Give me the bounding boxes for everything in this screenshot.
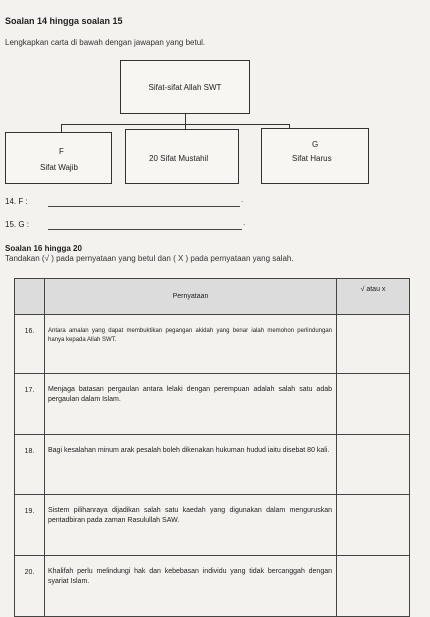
chart-box-letter-f: F [59,147,64,156]
chart-box-letter-g: G [312,140,319,149]
question-15-end: . [243,218,246,227]
true-false-table [14,278,410,617]
chart-root-box [120,60,250,114]
header-number [15,279,45,315]
chart-box-label-wajib: Sifat Wajib [40,163,78,172]
table-row [15,435,410,495]
row-number: 17. [15,374,45,435]
question-15-answer-line[interactable] [48,229,242,230]
chart-root-label: Sifat-sifat Allah SWT [148,82,222,92]
row-statement: Khalifah perlu melindungi hak dan kebebasan individu yang tidak bercanggah dengan syariat Islam. [45,556,337,617]
section-heading-14-15: Soalan 14 hingga soalan 15 [5,16,123,26]
chart-connector-left [61,124,62,132]
table-row [15,495,410,556]
section-instruction-16-20: Tandakan (√ ) pada pernyataan yang betul dan ( X ) pada pernyataan yang salah. [5,254,294,263]
question-14-end: . [241,195,244,204]
chart-box-label-mustahil: 20 Sifat Mustahil [149,154,209,163]
question-15-label: 15. G : [5,220,30,229]
chart-box-label-harus: Sifat Harus [292,154,332,163]
row-number: 18. [15,435,45,495]
row-number: 19. [15,495,45,556]
row-statement: Bagi kesalahan minum arak pesalah boleh dikenakan hukuman hudud iaitu disebat 80 kali. [45,435,337,495]
answer-cell-19[interactable] [337,495,410,556]
table-row [15,374,410,435]
row-number: 20. [15,556,45,617]
question-14-label: 14. F : [5,197,28,206]
section-heading-16-20: Soalan 16 hingga 20 [5,244,82,253]
answer-cell-20[interactable] [337,556,410,617]
header-pernyataan: Pernyataan [45,279,337,315]
table-header-row [15,279,410,315]
table-row [15,315,410,374]
chart-connector-horizontal [61,124,290,125]
chart-box-sifat-wajib [5,132,112,184]
row-number: 16. [15,315,45,374]
answer-cell-17[interactable] [337,374,410,435]
answer-cell-18[interactable] [337,435,410,495]
table-row [15,556,410,617]
section-instruction-14-15: Lengkapkan carta di bawah dengan jawapan yang betul. [5,38,206,47]
row-statement: Sistem pilihanraya dijadikan salah satu kaedah yang digunakan dalam menguruskan pentadbiran pada zaman Rasulullah SAW. [45,495,337,556]
chart-box-sifat-harus [261,128,369,184]
chart-box-sifat-mustahil [125,129,239,184]
header-answer: √ atau x [337,279,410,315]
question-14-answer-line[interactable] [48,206,240,207]
row-statement: Menjaga batasan pergaulan antara lelaki dengan perempuan adalah salah satu adab pergaulan dalam Islam. [45,374,337,435]
row-statement: Antara amalan yang dapat membuktikan pegangan akidah yang benar ialah memohon perlindungan hanya kepada Allah SWT. [45,315,337,374]
answer-cell-16[interactable] [337,315,410,374]
